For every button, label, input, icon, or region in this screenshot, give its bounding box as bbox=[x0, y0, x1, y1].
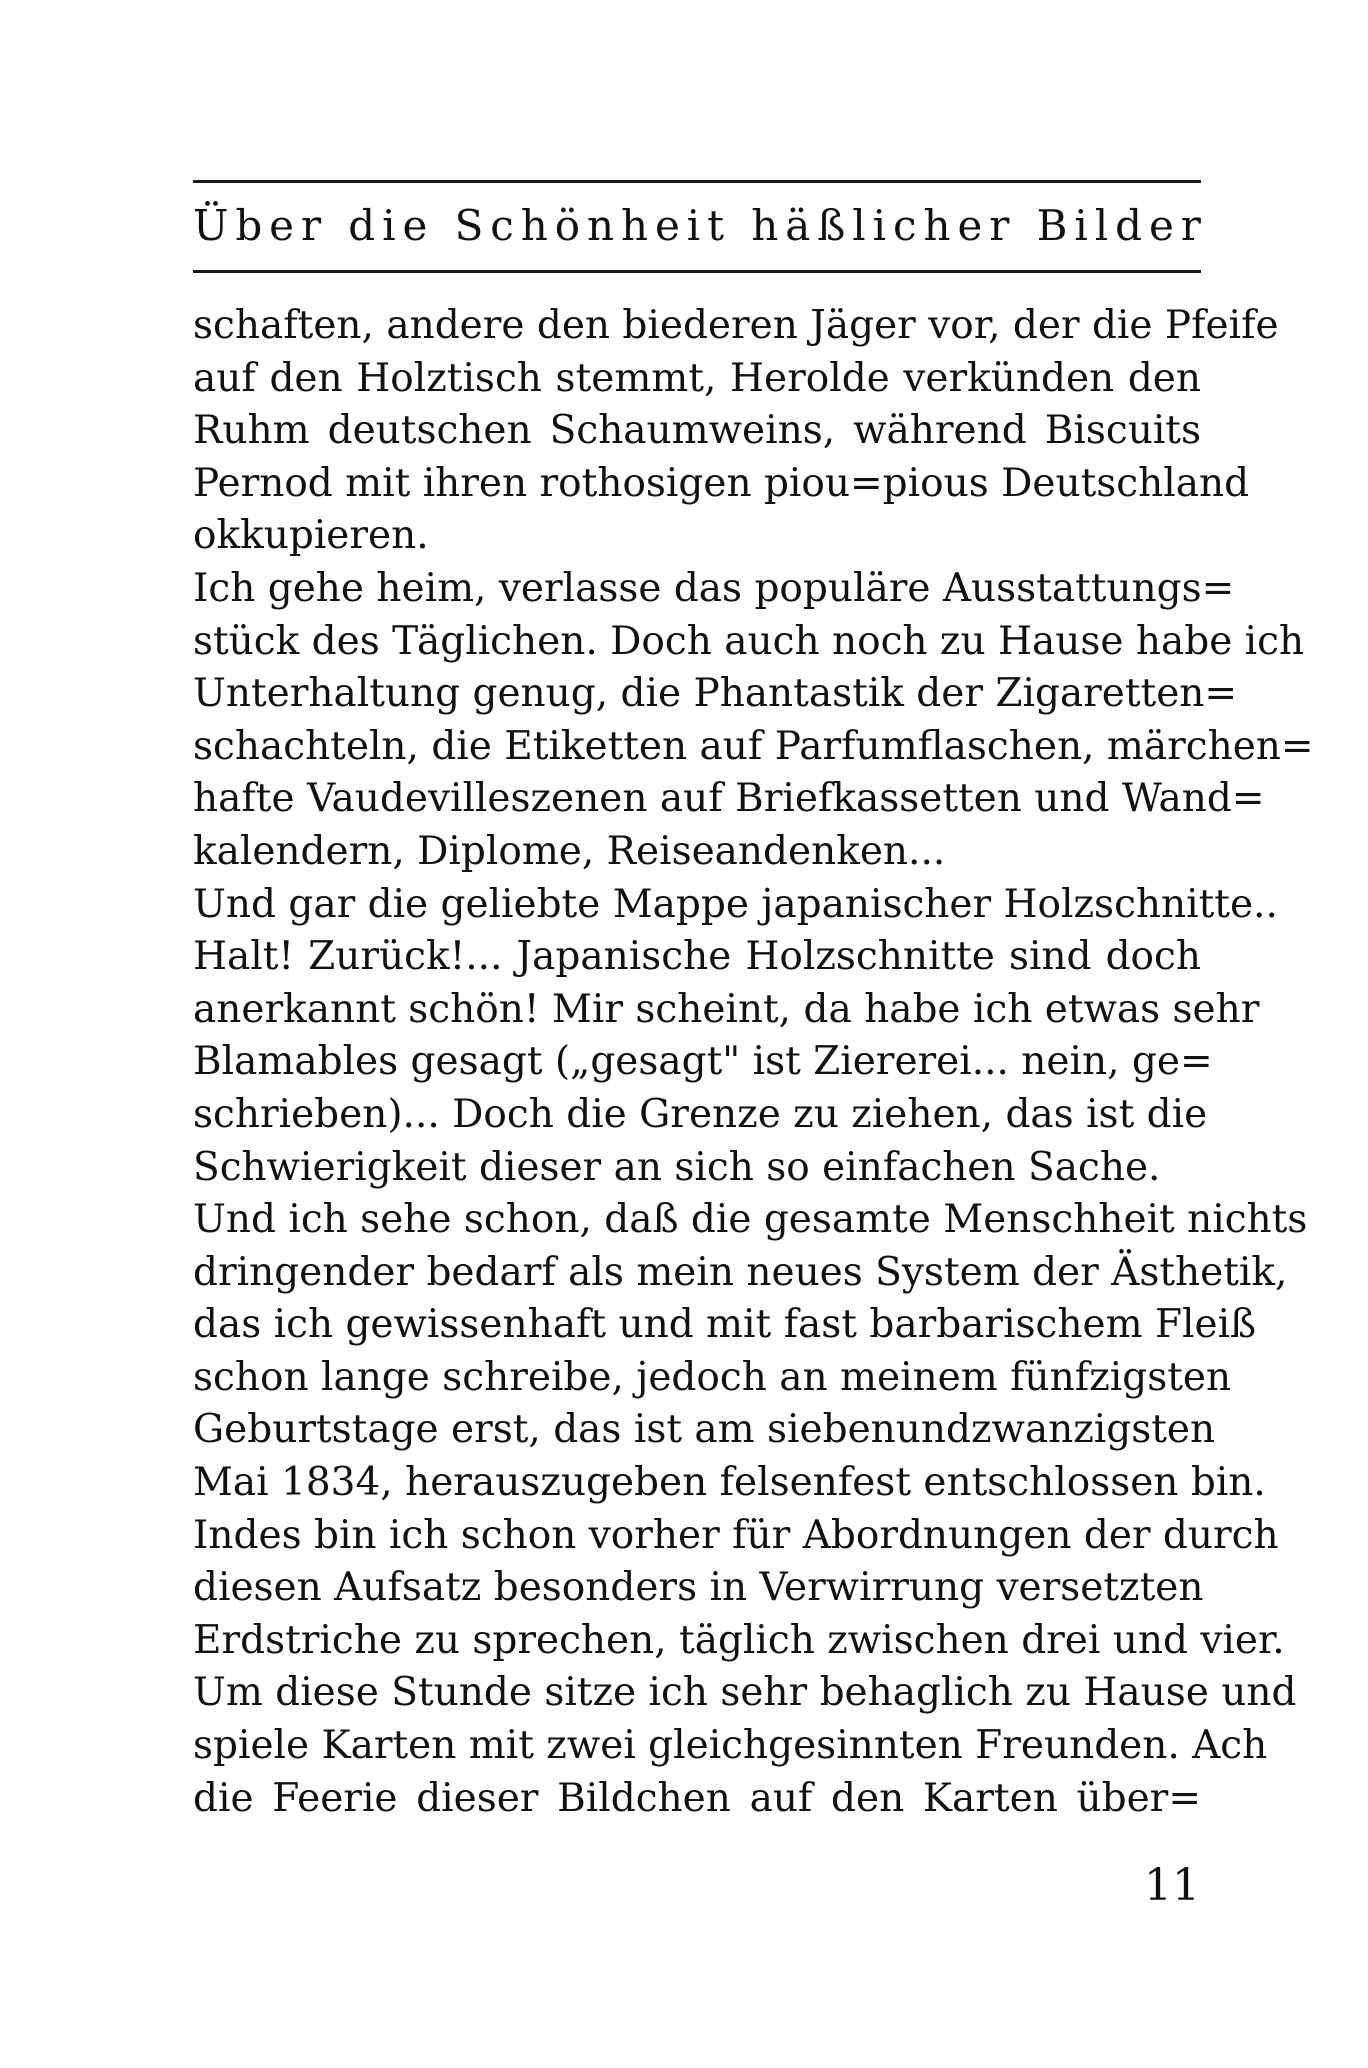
text-line: Erdstriche zu sprechen, täglich zwischen drei und vier. bbox=[193, 1617, 1285, 1663]
running-head-letter: h bbox=[520, 200, 548, 250]
running-head-letter: t bbox=[707, 200, 725, 250]
running-head-letter: i bbox=[872, 200, 887, 250]
running-head-space bbox=[1016, 201, 1029, 250]
text-line: Um diese Stunde sitze ich sehr behaglich zu Hause und bbox=[193, 1670, 1297, 1716]
running-head-letter: e bbox=[957, 200, 983, 250]
text-line: Halt! Zurück!... Japanische Holzschnitte sind doch bbox=[193, 934, 1201, 980]
running-head-letter: i bbox=[686, 200, 701, 250]
text-line: Indes bin ich schon vorher für Abordnungen der durch bbox=[193, 1512, 1279, 1558]
running-head-letter: c bbox=[893, 200, 917, 250]
running-head-letter: h bbox=[621, 200, 649, 250]
running-head-letter: d bbox=[1115, 200, 1143, 250]
running-head-letter: Ü bbox=[193, 200, 229, 250]
text-line: das ich gewissenhaft und mit fast barbarischem Fleiß bbox=[193, 1302, 1257, 1348]
text-line: spiele Karten mit zwei gleichgesinnten Freunden. Ach bbox=[193, 1723, 1268, 1769]
text-line: Blamables gesagt („gesagt" ist Ziererei... nein, ge= bbox=[193, 1039, 1213, 1085]
running-head-letter: n bbox=[587, 200, 615, 250]
header-rule-top bbox=[193, 180, 1201, 183]
text-line: okkupieren. bbox=[193, 513, 429, 559]
running-head-space bbox=[328, 201, 341, 250]
running-head-letter: ö bbox=[554, 200, 581, 250]
running-head-letter: h bbox=[923, 200, 951, 250]
text-line: Unterhaltung genug, die Phantastik der Zigaretten= bbox=[193, 671, 1238, 717]
running-head-letter: l bbox=[852, 200, 866, 250]
text-line: Und gar die geliebte Mappe japanischer Holzschnitte.. bbox=[193, 881, 1278, 927]
running-head-letter: i bbox=[382, 200, 396, 250]
text-line: stück des Täglichen. Doch auch noch zu Hause habe ich bbox=[193, 618, 1305, 664]
text-line: Ich gehe heim, verlasse das populäre Ausstattungs= bbox=[193, 565, 1235, 611]
body-text bbox=[193, 300, 1314, 1825]
running-head-letter: d bbox=[348, 200, 376, 250]
running-head-letter: r bbox=[300, 200, 322, 250]
running-head-letter: ß bbox=[817, 200, 846, 250]
text-line: schon lange schreibe, jedoch an meinem fünfzigsten bbox=[193, 1354, 1232, 1400]
text-line: anerkannt schön! Mir scheint, da habe ich etwas sehr bbox=[193, 986, 1260, 1032]
running-head-letter: l bbox=[1094, 200, 1109, 250]
text-line: Schwierigkeit dieser an sich so einfachen Sache. bbox=[193, 1144, 1161, 1190]
running-head-letter: r bbox=[989, 200, 1010, 250]
running-head-letter: e bbox=[655, 200, 680, 250]
running-head-space bbox=[434, 201, 447, 250]
text-line: dringender bedarf als mein neues System der Ästhetik, bbox=[193, 1249, 1288, 1295]
running-head-letter: c bbox=[490, 200, 514, 250]
text-line: schrieben)... Doch die Grenze zu ziehen, das ist die bbox=[193, 1091, 1208, 1137]
running-head-letter: ä bbox=[785, 200, 811, 250]
header-rule-bottom bbox=[193, 270, 1201, 273]
text-line: schaften, andere den biederen Jäger vor, der die Pfeife bbox=[193, 303, 1279, 348]
running-head bbox=[193, 192, 1201, 258]
text-line: Und ich sehe schon, daß die gesamte Menschheit nichts bbox=[193, 1197, 1308, 1243]
running-head-letter: B bbox=[1036, 200, 1068, 250]
text-line: kalendern, Diplome, Reiseandenken... bbox=[193, 828, 946, 874]
text-line: Mai 1834, herauszugeben felsenfest entschlossen bin. bbox=[193, 1460, 1266, 1506]
running-head-space bbox=[731, 201, 744, 250]
running-head-letter: e bbox=[402, 200, 428, 250]
text-line: Geburtstage erst, das ist am siebenundzwanzigsten bbox=[193, 1407, 1216, 1453]
text-line: hafte Vaudevilleszenen auf Briefkassetten und Wand= bbox=[193, 776, 1265, 822]
running-head-letter: i bbox=[1074, 200, 1088, 250]
text-line: schachteln, die Etiketten auf Parfumflaschen, märchen= bbox=[193, 723, 1314, 769]
text-line: die Feerie dieser Bildchen auf den Karten über= bbox=[193, 1775, 1201, 1821]
running-head-letter: b bbox=[235, 200, 263, 250]
text-line: Ruhm deutschen Schaumweins, während Biscuits bbox=[193, 408, 1201, 454]
running-head-letter: e bbox=[269, 200, 295, 250]
running-head-letter: S bbox=[454, 200, 484, 250]
text-line: Pernod mit ihren rothosigen piou=pious Deutschland bbox=[193, 460, 1250, 506]
text-line: auf den Holztisch stemmt, Herolde verkünden den bbox=[193, 355, 1201, 401]
running-head-letter: h bbox=[751, 200, 779, 250]
running-head-letter: r bbox=[1180, 200, 1201, 250]
text-line: diesen Aufsatz besonders in Verwirrung versetzten bbox=[193, 1565, 1204, 1611]
running-head-letter: e bbox=[1149, 200, 1174, 250]
page-number: 11 bbox=[1144, 1860, 1200, 1911]
